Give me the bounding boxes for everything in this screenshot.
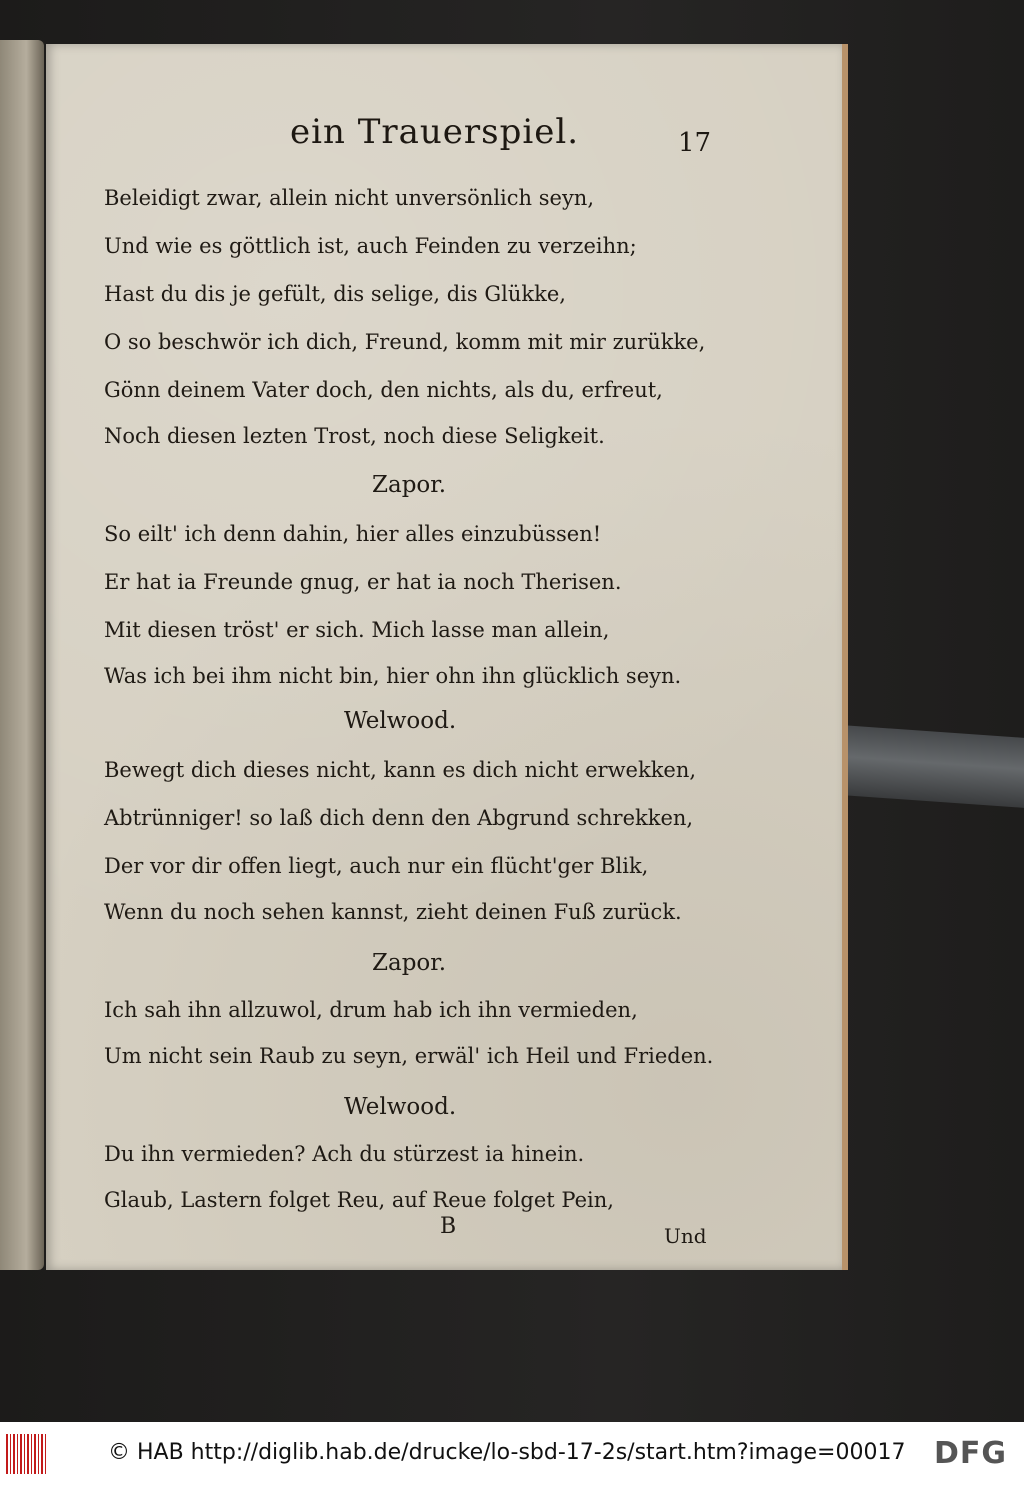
verse-line: O so beschwör ich dich, Freund, komm mit mir zurükke, [104, 330, 706, 354]
speaker-name: Welwood. [344, 1094, 457, 1120]
verse-line: Beleidigt zwar, allein nicht unversönlich seyn, [104, 186, 595, 210]
hab-logo-icon [6, 1434, 46, 1474]
dfg-logo: DFG [934, 1436, 1008, 1471]
verse-line: Glaub, Lastern folget Reu, auf Reue folget Pein, [104, 1188, 614, 1212]
signature-mark: B [440, 1214, 457, 1239]
verse-line: Und wie es göttlich ist, auch Feinden zu verzeihn; [104, 234, 637, 258]
verse-line: Was ich bei ihm nicht bin, hier ohn ihn glücklich seyn. [104, 664, 682, 688]
verse-line: Der vor dir offen liegt, auch nur ein flücht'ger Blik, [104, 854, 649, 878]
speaker-name: Welwood. [344, 708, 457, 734]
verse-line: Du ihn vermieden? Ach du stürzest ia hinein. [104, 1142, 585, 1166]
verse-line: Hast du dis je gefült, dis selige, dis Glükke, [104, 282, 566, 306]
verse-line: Mit diesen tröst' er sich. Mich lasse man allein, [104, 618, 610, 642]
verse-line: Ich sah ihn allzuwol, drum hab ich ihn vermieden, [104, 998, 638, 1022]
book-page [46, 44, 848, 1270]
verse-line: Noch diesen lezten Trost, noch diese Seligkeit. [104, 424, 605, 448]
catchword: Und [664, 1224, 707, 1248]
left-page-edge [0, 40, 44, 1270]
verse-line: So eilt' ich denn dahin, hier alles einzubüssen! [104, 522, 602, 546]
page-number: 17 [678, 128, 712, 158]
speaker-name: Zapor. [372, 950, 447, 976]
verse-line: Er hat ia Freunde gnug, er hat ia noch Therisen. [104, 570, 622, 594]
verse-line: Bewegt dich dieses nicht, kann es dich nicht erwekken, [104, 758, 697, 782]
speaker-name: Zapor. [372, 472, 447, 498]
footer-copyright-link[interactable]: © HAB http://diglib.hab.de/drucke/lo-sbd-17-2s/start.htm?image=00017 [108, 1440, 906, 1465]
verse-line: Um nicht sein Raub zu seyn, erwäl' ich Heil und Frieden. [104, 1044, 714, 1068]
verse-line: Abtrünniger! so laß dich denn den Abgrund schrekken, [104, 806, 694, 830]
page-header-title: ein Trauerspiel. [290, 112, 580, 152]
verse-line: Gönn deinem Vater doch, den nichts, als du, erfreut, [104, 378, 663, 402]
verse-line: Wenn du noch sehen kannst, zieht deinen Fuß zurück. [104, 900, 682, 924]
